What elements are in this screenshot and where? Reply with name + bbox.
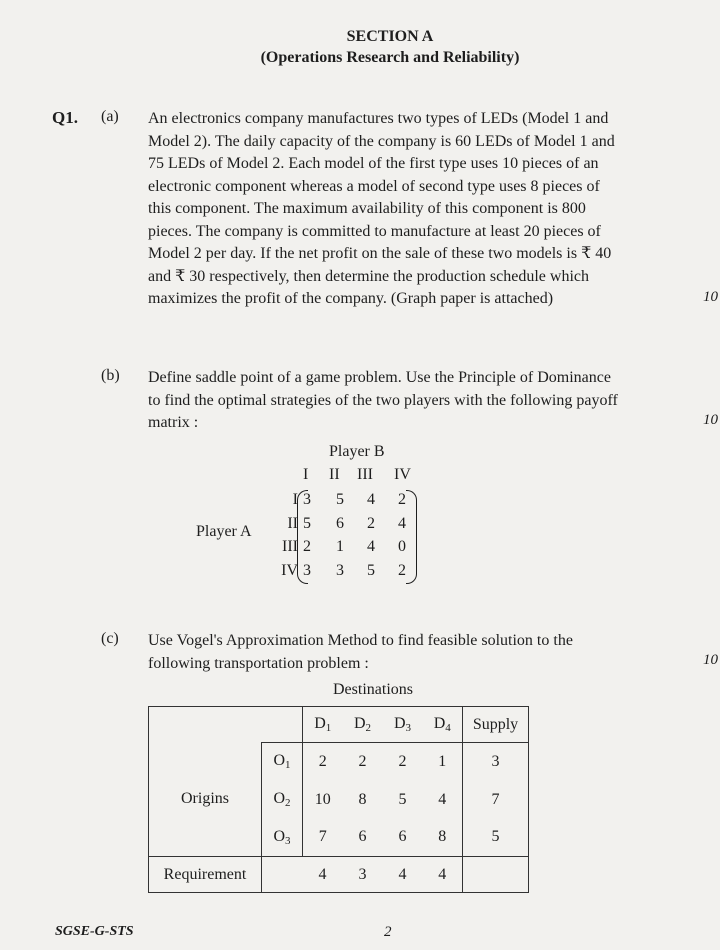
requirement-cell: 3 <box>343 857 383 893</box>
table-row <box>149 743 529 781</box>
matrix-cell: 3 <box>303 561 311 579</box>
matrix-col-label: IV <box>394 466 411 483</box>
player-b-label: Player B <box>329 443 385 460</box>
matrix-cell: 1 <box>336 538 344 555</box>
part-c-line: following transportation problem : <box>148 654 369 672</box>
matrix-cell: 5 <box>336 491 344 508</box>
part-a-line: and ₹ 30 respectively, then determine the production schedule which <box>148 267 589 285</box>
origin-label: $O_2$ <box>262 781 303 819</box>
part-a-line: pieces. The company is committed to manufacture at least 20 pieces of <box>148 222 601 240</box>
dest-header: $D_3$ <box>383 707 423 743</box>
part-c-text <box>148 630 689 675</box>
cost-cell: 2 <box>358 752 367 770</box>
empty-corner <box>149 707 303 743</box>
supply-cell: 5 <box>463 819 529 857</box>
section-subtitle: (Operations Research and Reliability) <box>260 49 520 66</box>
cost-cell: 4 <box>438 790 447 808</box>
matrix-column-headers <box>303 466 423 488</box>
matrix-cell: 2 <box>398 491 406 508</box>
paper-code: SGSE-G-STS <box>55 924 134 939</box>
matrix-cell: 2 <box>303 538 311 555</box>
matrix-row <box>303 512 413 536</box>
part-c-marks: 10 <box>703 652 718 668</box>
part-a-line: electronic component whereas a model of second type uses 8 pieces of <box>148 177 600 195</box>
matrix-col-label: II <box>329 466 340 483</box>
part-b-label: (b) <box>101 367 120 384</box>
matrix-row-label: IV <box>281 561 298 579</box>
cost-cell: 10 <box>314 790 331 808</box>
section-title: SECTION A <box>346 28 434 45</box>
matrix-row-label: III <box>282 538 298 555</box>
matrix-cell: 0 <box>398 538 406 555</box>
cost-cell: 1 <box>438 752 447 770</box>
destinations-caption: Destinations <box>333 681 413 698</box>
supply-header: Supply <box>463 707 529 743</box>
supply-cell: 7 <box>463 781 529 819</box>
cost-cell: 8 <box>358 790 367 808</box>
part-c-label: (c) <box>101 630 119 647</box>
matrix-cell: 4 <box>367 538 375 555</box>
matrix-cell: 5 <box>367 561 375 579</box>
part-c-line: Use Vogel's Approximation Method to find feasible solution to the <box>148 632 573 649</box>
matrix-row-headers <box>270 488 298 584</box>
part-a-text <box>148 108 689 311</box>
dest-header: $D_4$ <box>423 707 463 743</box>
supply-cell: 3 <box>463 743 529 781</box>
requirement-row <box>149 857 529 893</box>
origin-label: $O_1$ <box>262 743 303 781</box>
part-a-line: maximizes the profit of the company. (Graph paper is attached) <box>148 290 554 307</box>
question-number: Q1. <box>52 108 78 127</box>
dest-header: $D_1$ <box>303 707 343 743</box>
matrix-cell: 2 <box>367 514 375 532</box>
payoff-matrix <box>303 488 413 582</box>
matrix-row-label: I <box>292 491 298 508</box>
matrix-row <box>303 488 413 512</box>
matrix-row-label: II <box>287 514 298 532</box>
part-a-line: Model 2 per day. If the net profit on the sale of these two models is ₹ 40 <box>148 245 612 262</box>
part-b-line: Define saddle point of a game problem. Use the Principle of Dominance <box>148 369 611 386</box>
matrix-cell: 6 <box>336 514 344 532</box>
matrix-cell: 3 <box>303 491 311 508</box>
requirement-label: Requirement <box>149 857 262 893</box>
empty-cell <box>262 857 303 893</box>
requirement-cell: 4 <box>423 857 463 893</box>
part-b-line: to find the optimal strategies of the two players with the following payoff <box>148 391 618 409</box>
matrix-col-label: I <box>303 466 309 483</box>
matrix-col-label: III <box>357 466 373 483</box>
matrix-cell: 4 <box>367 491 375 508</box>
cost-cell: 5 <box>398 790 407 808</box>
requirement-cell: 4 <box>303 857 343 893</box>
part-b-marks: 10 <box>703 412 718 428</box>
origin-label: $O_3$ <box>262 819 303 857</box>
transportation-table <box>148 706 529 893</box>
matrix-cell: 5 <box>303 514 311 532</box>
matrix-row <box>303 535 413 559</box>
dest-header: $D_2$ <box>343 707 383 743</box>
part-a-label: (a) <box>101 108 119 125</box>
matrix-row <box>303 559 413 583</box>
cost-cell: 2 <box>318 752 327 770</box>
origins-label: Origins <box>149 743 262 857</box>
part-a-line: this component. The maximum availability of this component is 800 <box>148 200 586 217</box>
matrix-cell: 2 <box>398 561 406 579</box>
matrix-cell: 4 <box>398 514 406 532</box>
part-a-marks: 10 <box>703 289 718 305</box>
part-b-text <box>148 367 689 435</box>
player-a-label: Player A <box>196 523 252 540</box>
cost-cell: 6 <box>343 819 383 857</box>
requirement-cell: 4 <box>383 857 423 893</box>
page-number: 2 <box>384 924 392 940</box>
part-b-line: matrix : <box>148 414 199 431</box>
part-a-line: An electronics company manufactures two types of LEDs (Model 1 and <box>148 110 609 127</box>
cost-cell: 8 <box>423 819 463 857</box>
part-a-line: 75 LEDs of Model 2. Each model of the first type uses 10 pieces of an <box>148 155 599 172</box>
matrix-cell: 3 <box>336 561 344 579</box>
empty-cell <box>463 857 529 893</box>
table-header-row <box>149 707 529 743</box>
cost-cell: 2 <box>398 752 407 770</box>
cost-cell: 7 <box>303 819 343 857</box>
cost-cell: 6 <box>383 819 423 857</box>
part-a-line: Model 2). The daily capacity of the company is 60 LEDs of Model 1 and <box>148 132 615 150</box>
